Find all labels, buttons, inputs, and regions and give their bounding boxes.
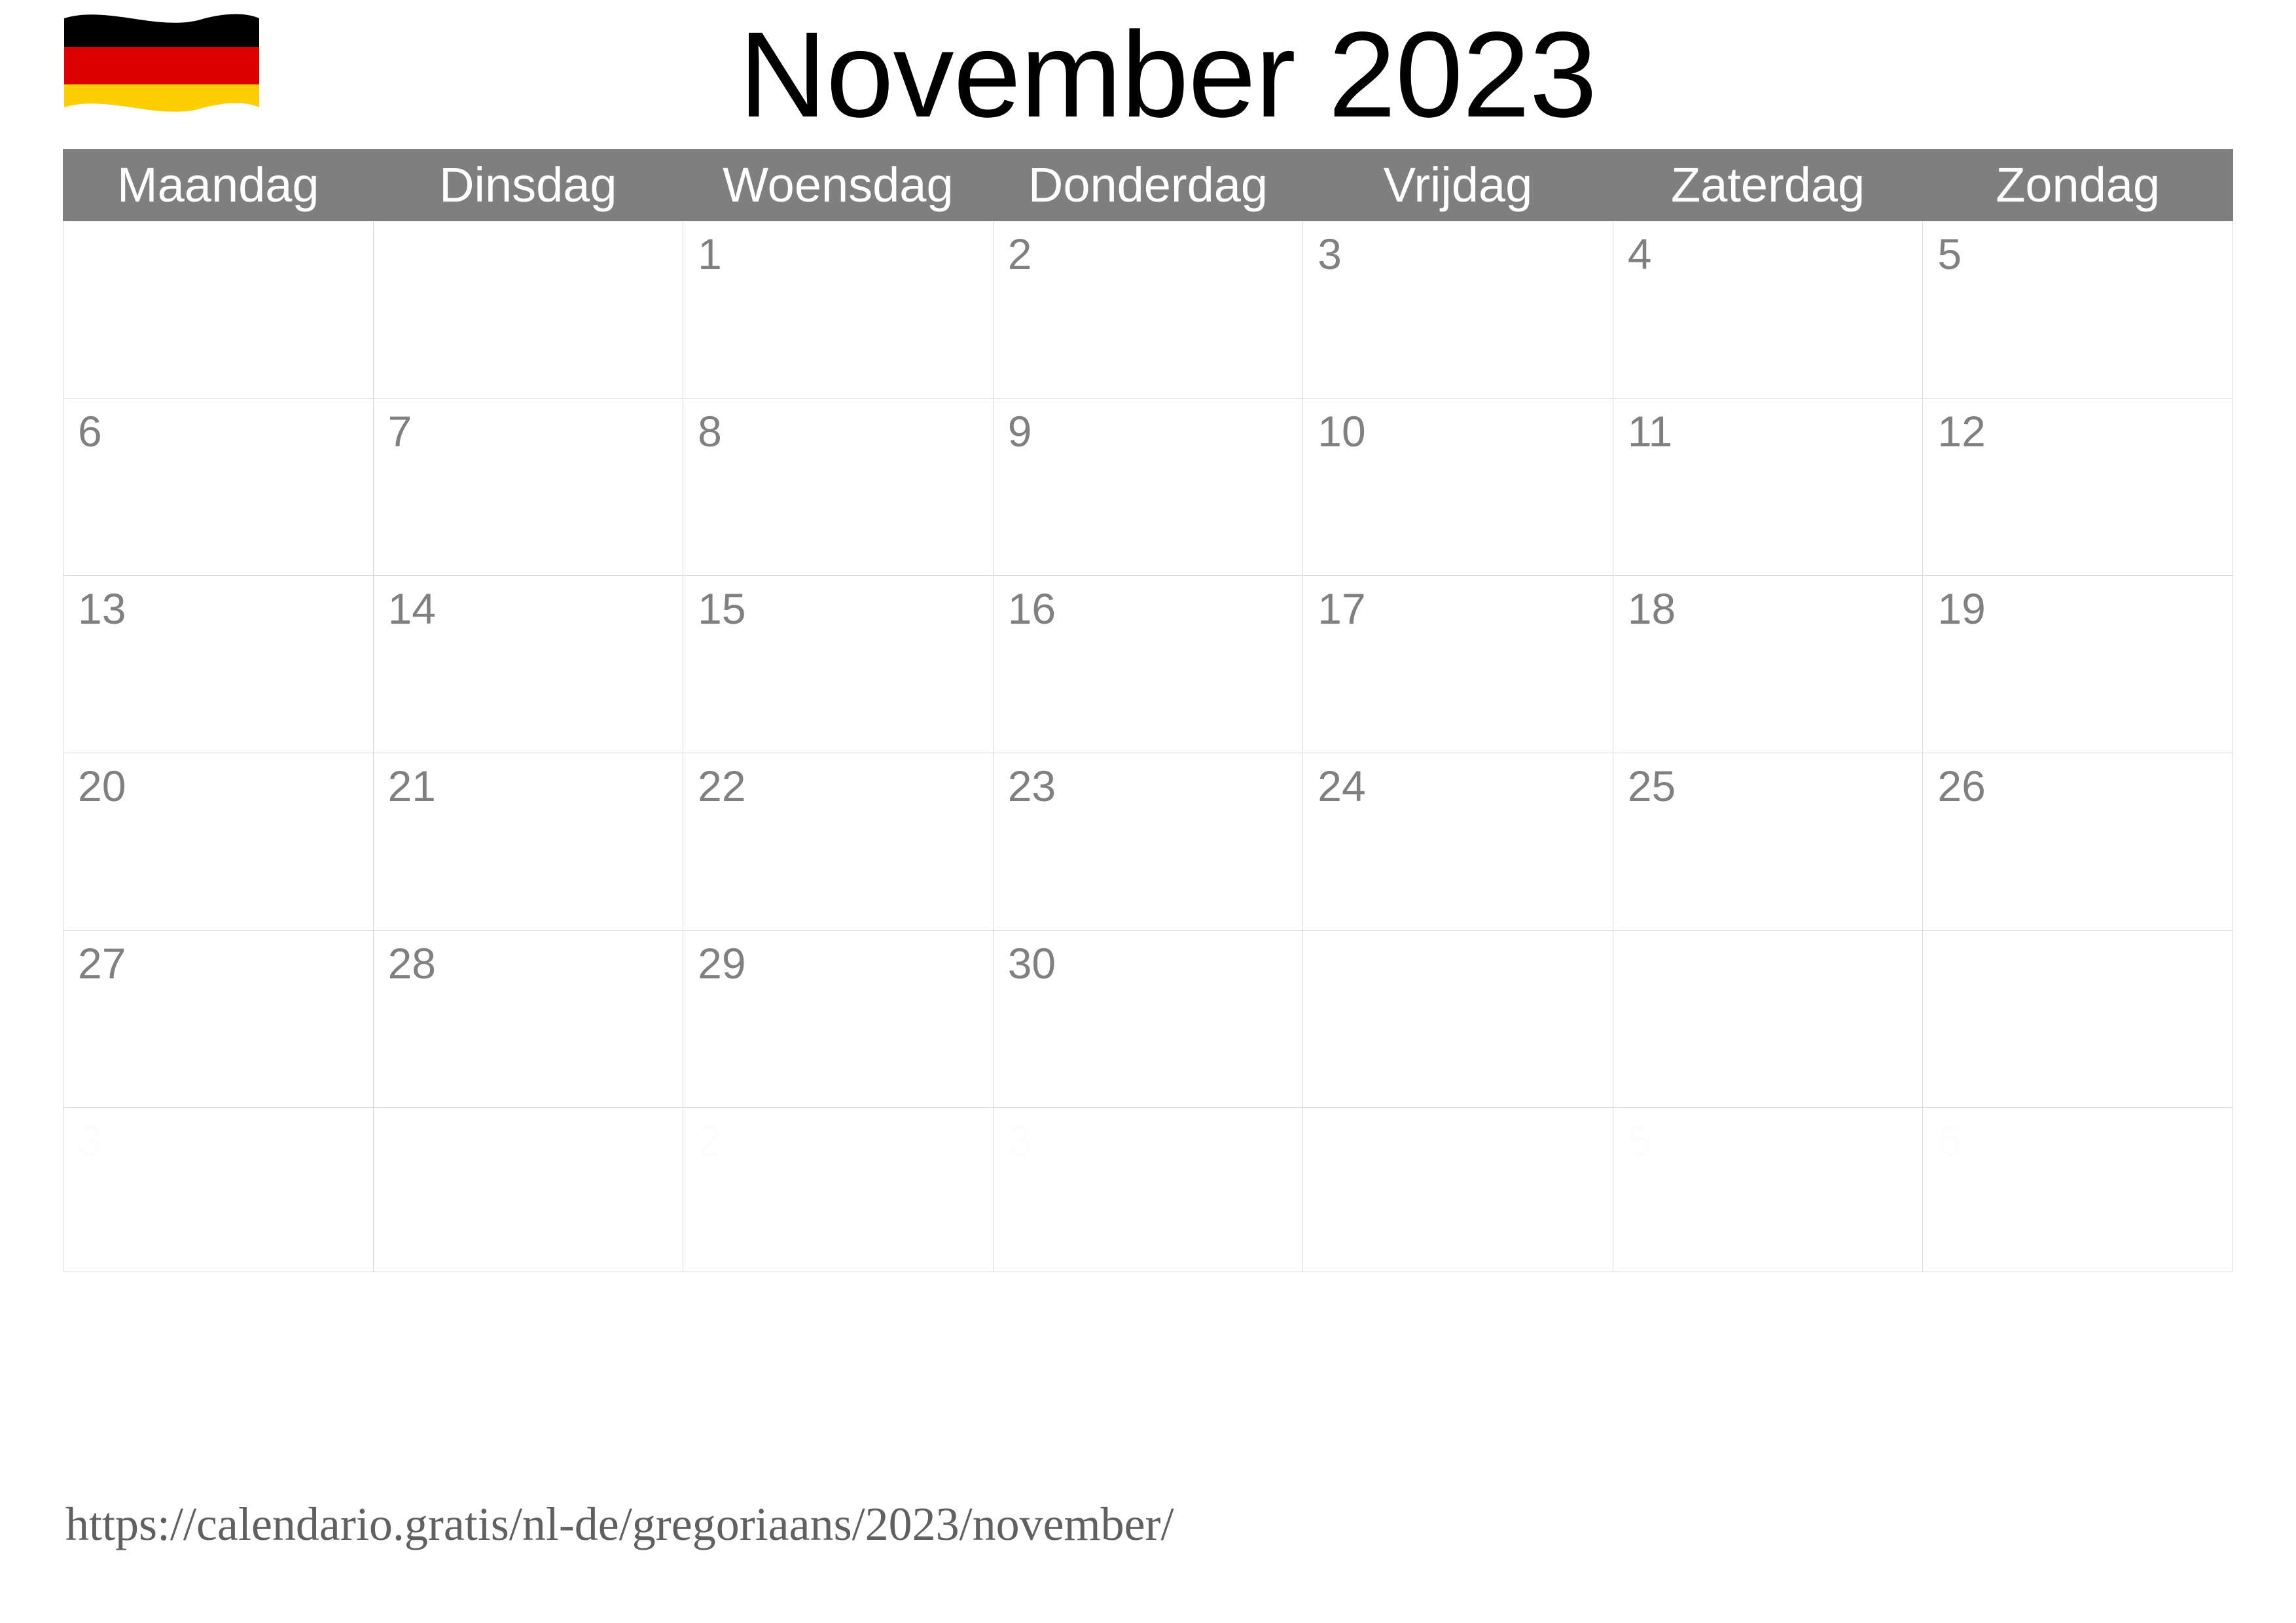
day-number: 10 <box>1318 407 1366 455</box>
day-number: 13 <box>78 584 126 633</box>
day-number: 14 <box>387 584 436 633</box>
day-number: 6 <box>78 407 102 455</box>
calendar-week-row-faded <box>63 1108 2233 1272</box>
calendar-day-cell[interactable] <box>1613 753 1923 931</box>
day-number: 6 <box>1937 1116 1962 1165</box>
weekday-header-row <box>63 150 2233 221</box>
weekday-header-maandag: Maandag <box>63 150 374 221</box>
calendar-day-cell[interactable] <box>1303 576 1613 753</box>
calendar-day-cell[interactable] <box>683 221 994 399</box>
day-number: 16 <box>1007 584 1056 633</box>
calendar-day-cell[interactable] <box>373 931 683 1108</box>
calendar-week-row <box>63 931 2233 1108</box>
day-number: 24 <box>1318 762 1366 810</box>
calendar-day-cell[interactable] <box>1923 576 2233 753</box>
calendar-day-cell[interactable] <box>373 1108 683 1272</box>
calendar-day-cell[interactable] <box>1923 399 2233 576</box>
day-number: 17 <box>1318 584 1366 633</box>
day-number <box>1303 1108 1613 1164</box>
page-header <box>0 0 2296 151</box>
day-number: 7 <box>387 407 412 455</box>
day-number: 27 <box>78 939 126 988</box>
calendar-day-cell[interactable] <box>1613 1108 1923 1272</box>
calendar-day-cell[interactable] <box>683 753 994 931</box>
day-number: 25 <box>1627 762 1676 810</box>
calendar-day-cell[interactable] <box>993 1108 1303 1272</box>
day-number: 3 <box>1007 1116 1032 1165</box>
day-number: 19 <box>1937 584 1986 633</box>
calendar-day-cell[interactable] <box>1923 1108 2233 1272</box>
calendar-day-cell[interactable] <box>993 399 1303 576</box>
calendar-day-cell[interactable] <box>373 221 683 399</box>
calendar-day-cell[interactable] <box>1303 931 1613 1108</box>
day-number: 29 <box>698 939 746 988</box>
calendar-day-cell[interactable] <box>1923 931 2233 1108</box>
day-number: 5 <box>1627 1116 1652 1165</box>
calendar-day-cell[interactable] <box>683 399 994 576</box>
calendar-day-cell[interactable] <box>373 576 683 753</box>
day-number: 18 <box>1627 584 1676 633</box>
calendar-day-cell[interactable] <box>993 221 1303 399</box>
calendar-day-cell[interactable] <box>683 931 994 1108</box>
day-number: 2 <box>1007 230 1032 278</box>
day-number: 23 <box>1007 762 1056 810</box>
day-number: 22 <box>698 762 746 810</box>
calendar-day-cell[interactable] <box>1613 221 1923 399</box>
calendar-day-cell[interactable] <box>1303 1108 1613 1272</box>
weekday-header-woensdag: Woensdag <box>683 150 994 221</box>
calendar-day-cell[interactable] <box>63 1108 374 1272</box>
month-calendar <box>63 149 2233 1272</box>
calendar-week-row <box>63 221 2233 399</box>
day-number: 21 <box>387 762 436 810</box>
day-number: 28 <box>387 939 436 988</box>
day-number: 4 <box>1627 230 1652 278</box>
calendar-day-cell[interactable] <box>1923 753 2233 931</box>
calendar-day-cell[interactable] <box>63 753 374 931</box>
day-number: 3 <box>1318 230 1342 278</box>
calendar-day-cell[interactable] <box>993 931 1303 1108</box>
day-number: 1 <box>698 230 722 278</box>
weekday-header-zondag: Zondag <box>1923 150 2233 221</box>
weekday-header-zaterdag: Zaterdag <box>1613 150 1923 221</box>
calendar-day-cell[interactable] <box>373 399 683 576</box>
day-number: 12 <box>1937 407 1986 455</box>
day-number: 26 <box>1937 762 1986 810</box>
weekday-header-dinsdag: Dinsdag <box>373 150 683 221</box>
day-number: 15 <box>698 584 746 633</box>
calendar-week-row <box>63 753 2233 931</box>
day-number <box>1613 931 1923 987</box>
day-number: 8 <box>698 407 722 455</box>
day-number: 20 <box>78 762 126 810</box>
day-number <box>1923 931 2233 987</box>
page-title: November 2023 <box>738 7 1597 143</box>
calendar-day-cell[interactable] <box>63 931 374 1108</box>
calendar-day-cell[interactable] <box>63 576 374 753</box>
day-number <box>374 221 683 277</box>
day-number: 3 <box>78 1116 102 1165</box>
calendar-day-cell[interactable] <box>373 753 683 931</box>
day-number: 5 <box>1937 230 1962 278</box>
calendar-day-cell[interactable] <box>1923 221 2233 399</box>
calendar-day-cell[interactable] <box>993 576 1303 753</box>
calendar-day-cell[interactable] <box>1613 576 1923 753</box>
calendar-day-cell[interactable] <box>683 1108 994 1272</box>
day-number: 11 <box>1627 407 1673 455</box>
day-number: 30 <box>1007 939 1056 988</box>
calendar-day-cell[interactable] <box>63 221 374 399</box>
calendar-day-cell[interactable] <box>1303 753 1613 931</box>
calendar-week-row <box>63 399 2233 576</box>
weekday-header-vrijdag: Vrijdag <box>1303 150 1613 221</box>
calendar-day-cell[interactable] <box>1303 221 1613 399</box>
calendar-day-cell[interactable] <box>1613 931 1923 1108</box>
calendar-day-cell[interactable] <box>683 576 994 753</box>
calendar-day-cell[interactable] <box>1613 399 1923 576</box>
day-number <box>1303 931 1613 987</box>
calendar-week-row <box>63 576 2233 753</box>
calendar-day-cell[interactable] <box>1303 399 1613 576</box>
german-flag-icon <box>60 9 263 122</box>
day-number <box>63 221 373 277</box>
calendar-day-cell[interactable] <box>63 399 374 576</box>
source-url[interactable]: https://calendario.gratis/nl-de/gregoriaans/2023/november/ <box>65 1498 1174 1550</box>
day-number: 9 <box>1007 407 1032 455</box>
calendar-day-cell[interactable] <box>993 753 1303 931</box>
day-number: 2 <box>698 1116 722 1165</box>
weekday-header-donderdag: Donderdag <box>993 150 1303 221</box>
day-number <box>374 1108 683 1164</box>
